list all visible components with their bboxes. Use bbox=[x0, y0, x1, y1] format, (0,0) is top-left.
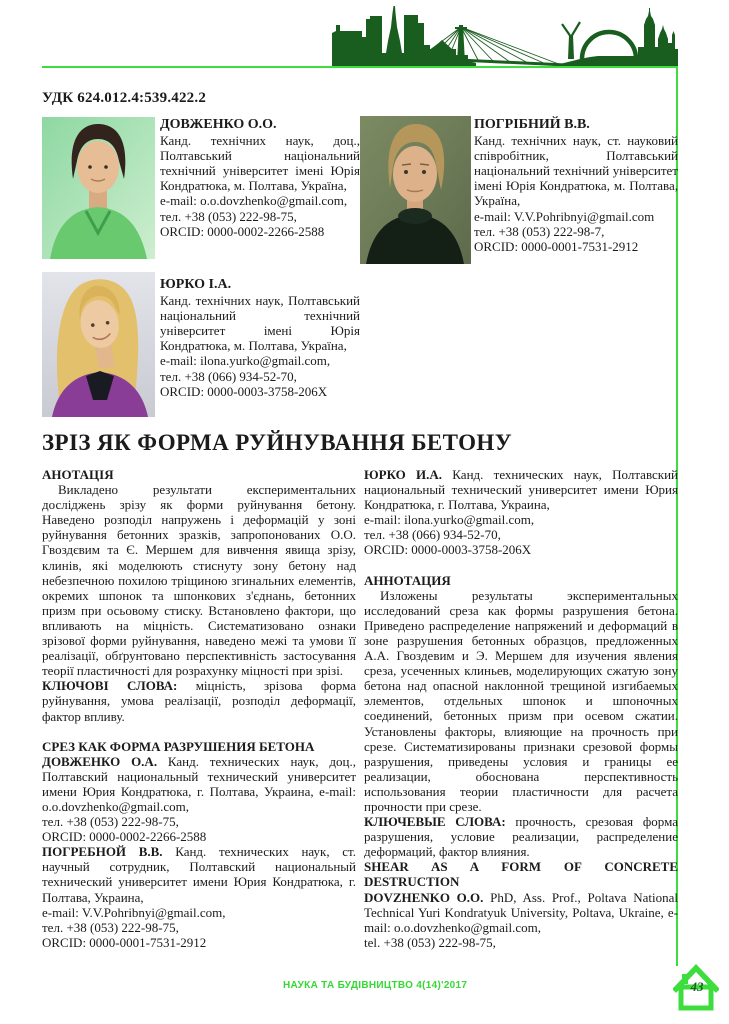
article-title: ЗРІЗ ЯК ФОРМА РУЙНУВАННЯ БЕТОНУ bbox=[42, 430, 512, 455]
section-heading: АННОТАЦИЯ bbox=[364, 572, 451, 588]
author-contact-line: тел. +38 (053) 222-98-75, bbox=[160, 208, 297, 224]
abstract-column-left bbox=[42, 467, 356, 950]
paragraph-spacer bbox=[364, 558, 678, 573]
section-heading: АНОТАЦІЯ bbox=[42, 467, 114, 482]
contact-line: ORCID: 0000-0001-7531-2912 bbox=[42, 934, 207, 950]
contact-line: тел. +38 (066) 934-52-70, bbox=[364, 527, 501, 543]
udc-code: УДК 624.012.4:539.422.2 bbox=[42, 90, 207, 106]
section-heading: SHEAR AS A FORM OF CONCRETE DESTRUCTION bbox=[364, 859, 678, 890]
monument-arms bbox=[562, 22, 580, 37]
paragraph-lead: DOVZHENKO O.O. bbox=[364, 889, 484, 905]
house-icon bbox=[673, 964, 719, 1014]
friendship-arch bbox=[582, 32, 636, 59]
author-contact-lines bbox=[474, 209, 678, 254]
author-contact-line: ORCID: 0000-0002-2266-2588 bbox=[160, 223, 325, 239]
author-photo-pohribnyi bbox=[360, 116, 471, 264]
riverbank-and-lavra-silhouette bbox=[558, 8, 678, 66]
contact-line: тел. +38 (053) 222-98-75, bbox=[42, 919, 179, 935]
motherland-monument bbox=[568, 35, 574, 59]
author-affiliation: Канд. технічних наук, доц., Полтавський національний технічний університет імені Юрія Кондратюка, м. Полтава, Україна, bbox=[160, 133, 360, 194]
contact-line: тел. +38 (053) 222-98-75, bbox=[42, 814, 179, 830]
page-number: 43 bbox=[690, 979, 704, 994]
paragraph-lead: ДОВЖЕНКО О.А. bbox=[42, 753, 158, 769]
paragraph-lead: КЛЮЧЕВЫЕ СЛОВА: bbox=[364, 814, 506, 830]
paragraph: Викладено результати експериментальних досліджень зрізу як форми руйнування бетону. Наведено розподіл напружень і деформацій у зоні руйнування бетонних зразків, запропонованих О.О. Гвоздєвим та Є. Мершем для вивчення явища зрізу, клинів, які моделюють стиснуту зону бетону над небезпечною похилою тріщиною згинальних елементів, окремих шпонок та шпонкових з'єднань, бетонних призм при осьовому стиску. Встановлено фактори, що впливають на міцність. Систематизовано ознаки зрізової форми руйнування, наведено межі та умови її реалізації, обґрунтовано перспективність застосування теорії пластичності для розрахунку міцності при зрізі. bbox=[42, 482, 356, 679]
kyiv-skyline-silhouette bbox=[328, 3, 678, 67]
author-affiliation: Канд. технічних наук, ст. науковий співробітник, Полтавський національний технічний університет імені Юрія Кондратюка, м. Полтава, Україна, bbox=[474, 133, 678, 209]
author-contact-line: e-mail: V.V.Pohribnyi@gmail.com bbox=[474, 208, 655, 224]
contact-line: e-mail: V.V.Pohribnyi@gmail.com, bbox=[42, 904, 226, 920]
section-heading: СРЕЗ КАК ФОРМА РАЗРУШЕНИЯ БЕТОНА bbox=[42, 738, 315, 754]
author-name: ДОВЖЕНКО О.О. bbox=[160, 117, 277, 132]
paragraph: ДОВЖЕНКО О.А. Канд. технических наук, доц., Полтавский национальный технический университет имени Юрия Кондратюка, г. Полтава, Украина, e-mail: o.o.dovzhenko@gmail.com, тел. +38 (053) 222-98-75, ORCID: 0000-0002-2266-2588 bbox=[42, 753, 356, 845]
paragraph: ПОГРЕБНОЙ В.В. Канд. технических наук, ст. научный сотрудник, Полтавский национальный технический университет имени Юрия Кондратюка, г. Полтава, Украина, e-mail: V.V.Pohribnyi@gmail.com, тел. +38 (053) 222-98-75, ORCID: 0000-0001-7531-2912 bbox=[42, 844, 356, 950]
author-contact-line: тел. +38 (053) 222-98-7, bbox=[474, 223, 605, 239]
contact-line: ORCID: 0000-0002-2266-2588 bbox=[42, 829, 207, 845]
paragraph-lead: КЛЮЧОВІ СЛОВА: bbox=[42, 678, 178, 694]
paragraph-lead: ЮРКО И.А. bbox=[364, 467, 443, 482]
author-contact-line: e-mail: ilona.yurko@gmail.com, bbox=[160, 353, 331, 369]
author-card-yurko bbox=[160, 277, 360, 399]
paragraph: КЛЮЧОВІ СЛОВА: міцність, зрізова форма руйнування, умова реалізації, розподіл деформації, фактор впливу. bbox=[42, 678, 356, 724]
contact-line: ORCID: 0000-0003-3758-206X bbox=[364, 542, 532, 558]
paragraph: ЮРКО И.А. Канд. технических наук, Полтавский национальный технический университет имени Юрия Кондратюка, г. Полтава, Украина, e-mail: ilona.yurko@gmail.com, тел. +38 (066) 934-52-70, ORCID: 0000-0003-3758-206X bbox=[364, 467, 679, 558]
author-name: ПОГРІБНИЙ В.В. bbox=[474, 117, 590, 132]
paragraph-lead: ПОГРЕБНОЙ В.В. bbox=[42, 844, 163, 860]
author-contact-line: ORCID: 0000-0001-7531-2912 bbox=[474, 238, 639, 254]
header-rule bbox=[42, 66, 678, 68]
author-contact-line: ORCID: 0000-0003-3758-206X bbox=[160, 383, 328, 399]
author-contact-line: e-mail: o.o.dovzhenko@gmail.com, bbox=[160, 193, 348, 209]
author-card-dovzhenko bbox=[160, 117, 360, 239]
paragraph: DOVZHENKO O.O. PhD, Ass. Prof., Poltava National Technical Yuri Kondratyuk University, Poltava, Ukraine, e-mail: o.o.dovzhenko@gmail.com, tel. +38 (053) 222-98-75, bbox=[364, 889, 678, 950]
author-photo-dovzhenko bbox=[42, 117, 155, 259]
paragraph: Изложены результаты экспериментальных исследований среза как формы разрушения бетона. Приведено распределение напряжений и деформаций в зоне разрушения бетонных образцов, предложенных А.А. Гвоздевим и Э. Мершем для изучения явления среза, усеченных клиньев, моделирующих сжатую зону бетона над опасной наклонной трещиной изгибаемых элементов, отдельных шпонок и шпоночных соединений, бетонных призм при осевом сжатии. Установлены факторы, влияющие на прочность при срезе. Систематизированы признаки срезовой формы разрушения, приведены условия и границы ее реализации, обоснована перспективность использования теории пластичности для расчета прочности при срезе. bbox=[364, 587, 678, 814]
paragraph-spacer bbox=[42, 724, 356, 739]
author-card-pohribnyi bbox=[474, 117, 678, 254]
city-buildings-silhouette bbox=[332, 6, 476, 66]
author-contact-lines bbox=[160, 353, 360, 398]
author-contact-line: тел. +38 (066) 934-52-70, bbox=[160, 368, 297, 384]
author-photo-yurko bbox=[42, 272, 155, 417]
paragraph: КЛЮЧЕВЫЕ СЛОВА: прочность, срезовая форма разрушения, условие реализации, распределение деформаций, фактор влияния. bbox=[364, 814, 678, 860]
author-name: ЮРКО І.А. bbox=[160, 277, 232, 292]
author-contact-lines bbox=[160, 193, 360, 238]
author-affiliation: Канд. технічних наук, Полтавський національний технічний університет імені Юрія Кондратюка, м. Полтава, Україна, bbox=[160, 293, 360, 354]
journal-footer-label: НАУКА ТА БУДІВНИЦТВО 4(14)'2017 bbox=[283, 980, 468, 991]
contact-line: tel. +38 (053) 222-98-75, bbox=[364, 934, 496, 950]
contact-line: e-mail: ilona.yurko@gmail.com, bbox=[364, 512, 535, 528]
abstract-column-right bbox=[364, 467, 678, 950]
